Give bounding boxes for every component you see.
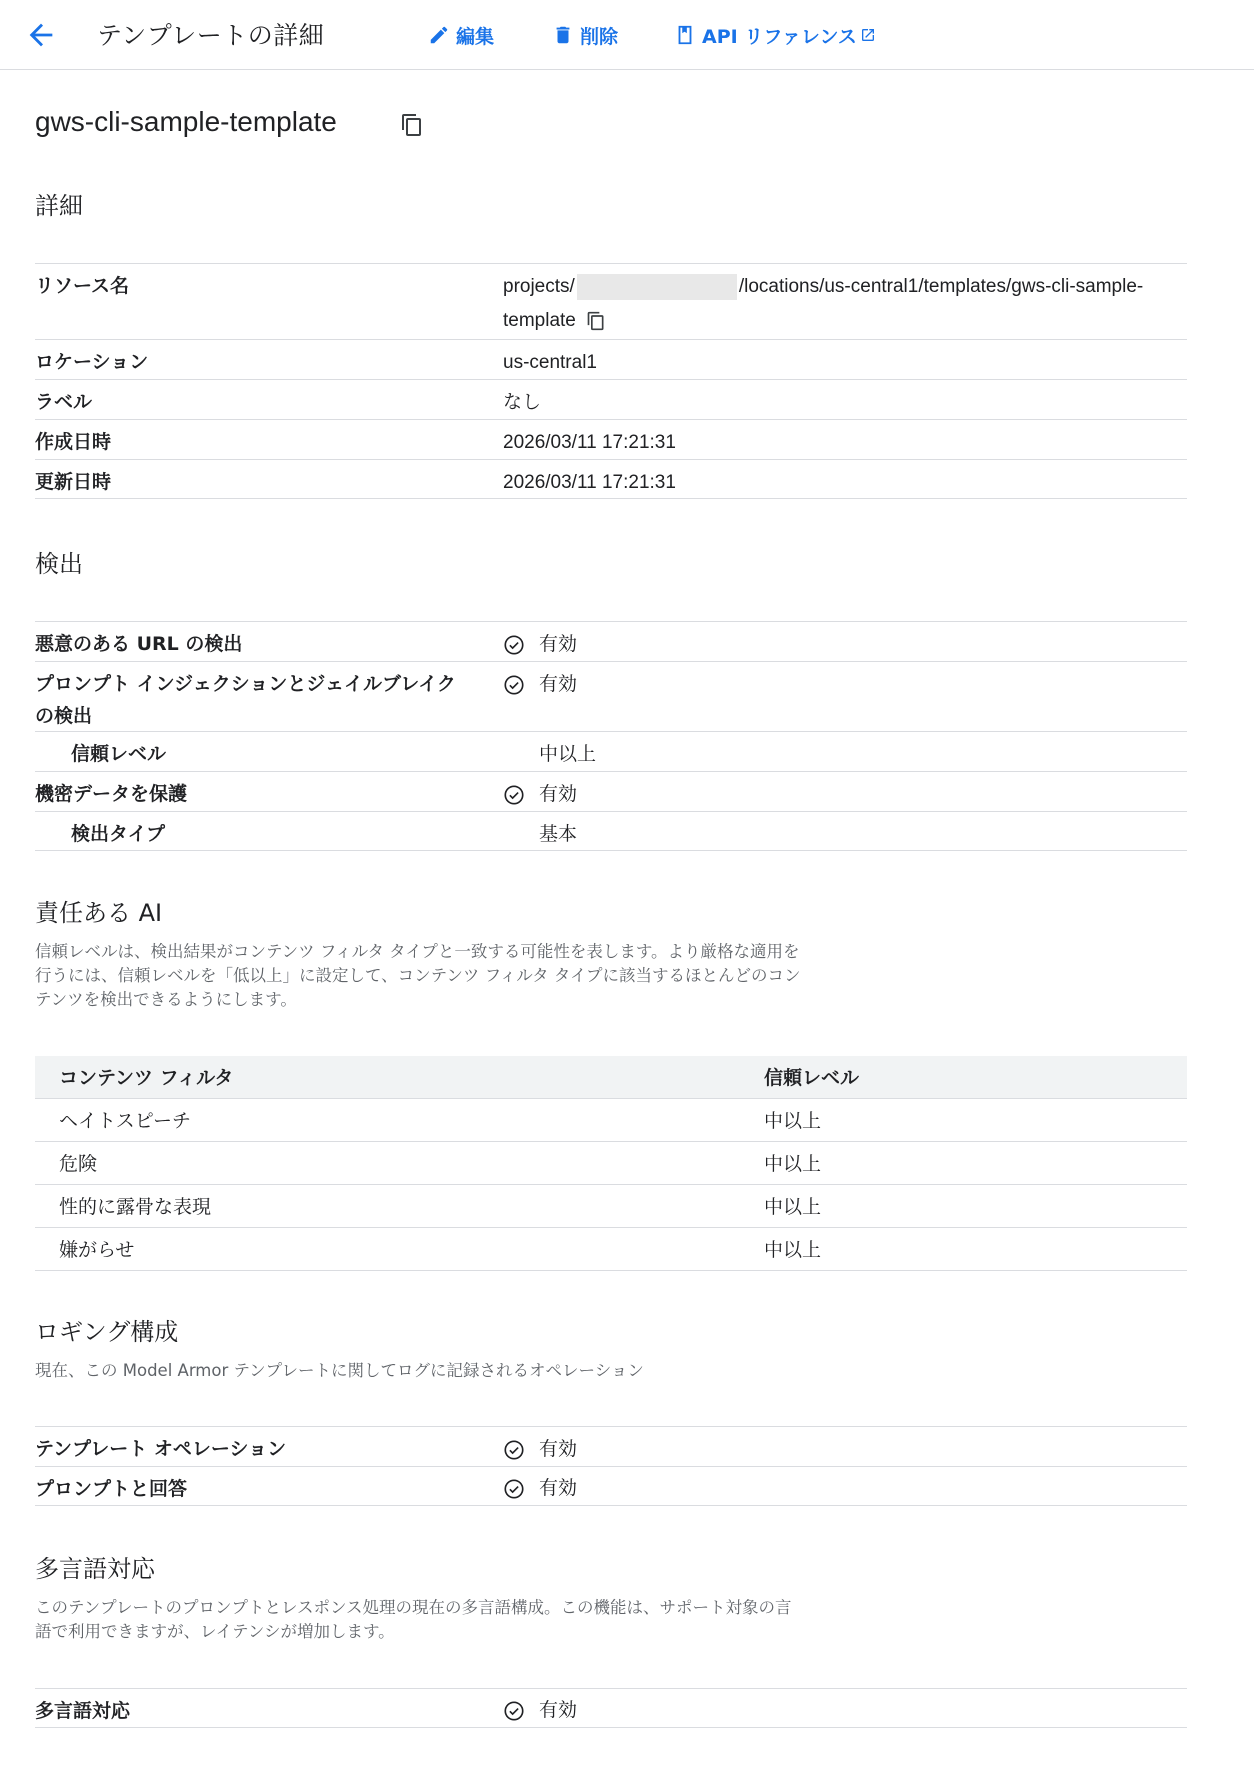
detail-key: 更新日時 [35, 471, 112, 493]
detail-key: 作成日時 [35, 431, 112, 453]
detection-row [35, 771, 1187, 811]
status-value [503, 1689, 1187, 1727]
template-name: gws-cli-sample-template [35, 106, 337, 137]
detection-value: 中以上 [539, 744, 597, 765]
filter-cell: 性的に露骨な表現 [35, 1184, 740, 1227]
filter-cell: 危険 [35, 1141, 740, 1184]
check-circle-icon [503, 634, 525, 656]
status-value [503, 1427, 1187, 1466]
pencil-icon [428, 24, 450, 46]
table-row [35, 1098, 1187, 1141]
filter-cell: ヘイトスピーチ [35, 1098, 740, 1141]
multilingual-description: このテンプレートのプロンプトとレスポンス処理の現在の多言語構成。この機能は、サポート対象の言語で利用できますが、レイテンシが増加します。 [35, 1598, 792, 1641]
column-header-level: 信頼レベル [740, 1056, 1187, 1098]
detail-key: ロケーション [35, 351, 149, 373]
logging-row [35, 1426, 1187, 1466]
multilingual-table [35, 1688, 1187, 1728]
check-circle-icon [503, 674, 525, 696]
back-button[interactable] [24, 18, 58, 52]
delete-button[interactable] [552, 20, 618, 50]
logging-description: 現在、この Model Armor テンプレートに関してログに記録されるオペレーション [35, 1361, 644, 1380]
detail-row [35, 379, 1187, 419]
detection-key: プロンプト インジェクションとジェイルブレイクの検出 [35, 673, 456, 727]
detail-value: 2026/03/11 17:21:31 [503, 432, 676, 453]
detail-key: リソース名 [35, 275, 130, 297]
level-cell: 中以上 [740, 1141, 1187, 1184]
detection-row [35, 811, 1187, 851]
open-in-new-icon [860, 27, 876, 43]
detection-table [35, 621, 1187, 851]
table-header-row [35, 1056, 1187, 1098]
status-text: 有効 [539, 783, 578, 805]
detection-key: 検出タイプ [71, 823, 166, 845]
arrow-back-icon [24, 18, 58, 52]
edit-button[interactable] [428, 20, 494, 50]
table-row [35, 1227, 1187, 1270]
logging-table [35, 1426, 1187, 1506]
page-header [0, 0, 1254, 70]
check-circle-icon [503, 1439, 525, 1461]
detection-key: 信頼レベル [71, 743, 167, 765]
logging-heading: ロギング構成 [35, 1318, 179, 1346]
detail-value: なし [503, 392, 542, 413]
copy-icon[interactable] [400, 113, 424, 137]
copy-icon[interactable] [586, 311, 606, 331]
api-reference-label: API リファレンス [702, 25, 857, 48]
api-reference-link[interactable] [674, 20, 882, 50]
details-table [35, 263, 1187, 499]
detail-row [35, 339, 1187, 379]
logging-key: テンプレート オペレーション [35, 1438, 287, 1460]
details-heading: 詳細 [35, 192, 83, 220]
check-circle-icon [503, 784, 525, 806]
status-value [503, 772, 1187, 811]
detail-key: ラベル [35, 391, 93, 413]
detail-value: 2026/03/11 17:21:31 [503, 472, 676, 493]
edit-label: 編集 [456, 25, 495, 48]
level-cell: 中以上 [740, 1184, 1187, 1227]
logging-key: プロンプトと回答 [35, 1478, 188, 1500]
detection-key: 機密データを保護 [35, 783, 188, 805]
check-circle-icon [503, 1478, 525, 1500]
detection-row [35, 661, 1187, 731]
check-circle-icon [503, 1700, 525, 1722]
responsible-ai-heading: 責任ある AI [35, 899, 163, 927]
level-cell: 中以上 [740, 1227, 1187, 1270]
status-value [503, 1467, 1187, 1505]
logging-row [35, 1466, 1187, 1506]
status-text: 有効 [539, 633, 578, 655]
detection-row [35, 621, 1187, 661]
multilingual-key: 多言語対応 [35, 1700, 131, 1722]
level-cell: 中以上 [740, 1098, 1187, 1141]
detection-heading: 検出 [35, 550, 83, 578]
delete-label: 削除 [580, 25, 619, 48]
status-text: 有効 [539, 1700, 578, 1721]
redacted-project-id [577, 274, 737, 300]
status-text: 有効 [539, 674, 578, 695]
detail-row [35, 419, 1187, 459]
content-filter-table [35, 1056, 1187, 1271]
status-value [503, 662, 1187, 731]
status-text: 有効 [539, 1438, 578, 1460]
status-value [503, 622, 1187, 661]
detail-row [35, 459, 1187, 499]
status-text: 有効 [539, 1478, 578, 1499]
filter-cell: 嫌がらせ [35, 1227, 740, 1270]
trash-icon [552, 24, 574, 46]
detail-row-resource-name [35, 263, 1187, 339]
multilingual-heading: 多言語対応 [35, 1555, 155, 1583]
table-row [35, 1184, 1187, 1227]
column-header-filter: コンテンツ フィルタ [35, 1056, 740, 1098]
book-icon [674, 24, 696, 46]
resource-prefix: projects/ [503, 276, 575, 297]
responsible-ai-description: 信頼レベルは、検出結果がコンテンツ フィルタ タイプと一致する可能性を表します。より厳格な適用を行うには、信頼レベルを「低以上」に設定して、コンテンツ フィルタ タイプに該当するほとんどのコンテンツを検出できるようにします。 [35, 942, 801, 1009]
table-row [35, 1141, 1187, 1184]
resource-suffix: /locations/us-central1/templates/gws-cli-sample-template [503, 276, 1144, 331]
detection-value: 基本 [539, 824, 578, 845]
multilingual-row [35, 1688, 1187, 1728]
detail-value: us-central1 [503, 352, 597, 373]
detection-key: 悪意のある URL の検出 [35, 633, 243, 655]
detection-row [35, 731, 1187, 771]
resource-name-value [503, 264, 1187, 339]
page-title: テンプレートの詳細 [97, 21, 325, 50]
